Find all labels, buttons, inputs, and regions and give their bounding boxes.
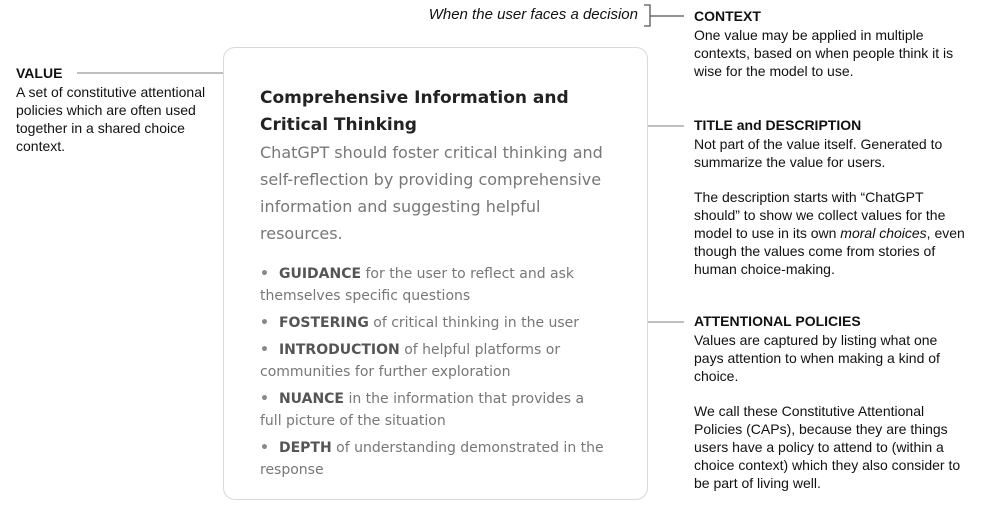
attentional-policies-para1: Values are captured by listing what one pays attention to when making a kind of choice. — [694, 332, 940, 384]
attentional-policies-heading: ATTENTIONAL POLICIES — [694, 313, 861, 329]
policy-keyword: GUIDANCE — [278, 266, 362, 282]
title-description-para2: The description starts with “ChatGPT should” to show we collect values for the model to use in its own moral choices, even though the values come from stories of human choice-making. — [694, 189, 965, 277]
title-description-heading: TITLE and DESCRIPTION — [694, 117, 862, 133]
policy-keyword: NUANCE — [278, 391, 344, 407]
bullet-icon: • — [260, 342, 269, 358]
policy-text: of critical thinking in the user — [373, 315, 580, 331]
policy-item — [260, 437, 610, 481]
policy-item — [260, 263, 610, 307]
policy-text: in the information that provides a full picture of the situation — [260, 391, 585, 429]
value-body: A set of constitutive attentional policies which are often used together in a shared choice context. — [16, 84, 206, 154]
policy-keyword: DEPTH — [278, 440, 332, 456]
title-description-body — [694, 135, 969, 295]
value-heading: VALUE — [16, 65, 63, 81]
policy-keyword: FOSTERING — [278, 315, 369, 331]
context-caption: When the user faces a decision — [428, 6, 638, 23]
policy-item — [260, 339, 610, 383]
context-heading: CONTEXT — [694, 8, 761, 24]
attentional-policies-body — [694, 331, 969, 509]
policy-item — [260, 312, 610, 334]
bullet-icon: • — [260, 440, 269, 456]
value-title: Comprehensive Information and Critical Thinking — [260, 88, 569, 135]
context-body: One value may be applied in multiple contexts, based on when people think it is wise for the model to use. — [694, 27, 954, 79]
policy-text: of understanding demonstrated in the response — [260, 440, 604, 478]
value-description: ChatGPT should foster critical thinking and self-reflection by providing comprehensive information and suggesting helpful resources. — [260, 143, 603, 243]
bullet-icon: • — [260, 391, 269, 407]
context-bracket — [644, 5, 684, 26]
policy-text: for the user to reflect and ask themselves specific questions — [260, 266, 575, 304]
attentional-policies-para2: We call these Constitutive Attentional Policies (CAPs), because they are things users have a policy to attend to (within a choice context) which they also consider to be part of living well. — [694, 403, 961, 491]
policy-item — [260, 388, 610, 432]
attentional-policy-list — [260, 263, 610, 486]
policy-text: of helpful platforms or communities for further exploration — [260, 342, 561, 380]
policy-keyword: INTRODUCTION — [278, 342, 400, 358]
bullet-icon: • — [260, 266, 269, 282]
bullet-icon: • — [260, 315, 269, 331]
title-description-para1: Not part of the value itself. Generated to summarize the value for users. — [694, 136, 943, 170]
